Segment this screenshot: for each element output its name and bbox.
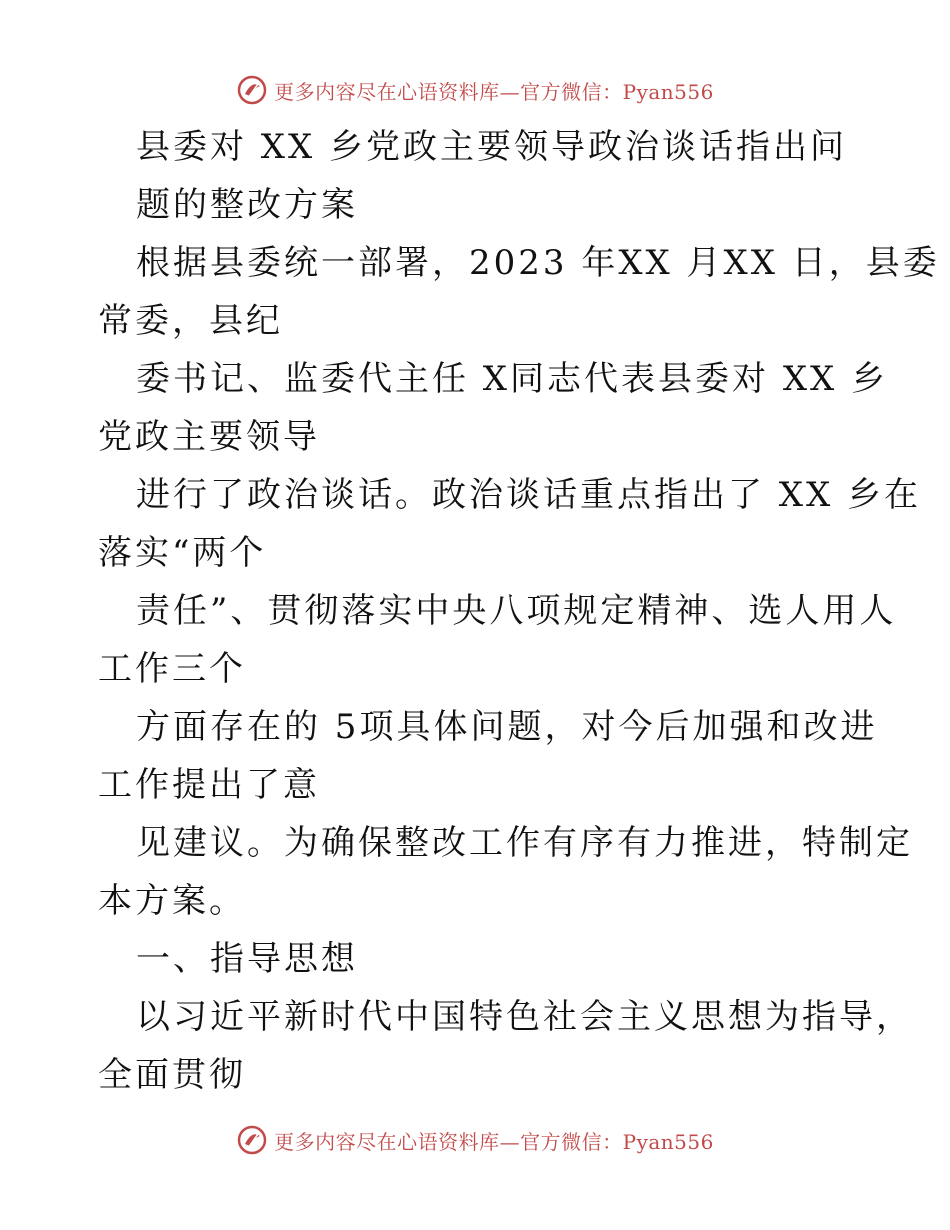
paragraph-line: 责任”、贯彻落实中央八项规定精神、选人用人 — [136, 591, 897, 631]
footer-banner — [0, 1120, 950, 1160]
brand-logo-icon — [236, 74, 268, 106]
paragraph-line: 方面存在的 5项具体问题，对今后加强和改进 — [136, 707, 878, 747]
brand-logo-icon — [236, 1124, 268, 1156]
paragraph-line: 根据县委统一部署，2023 年XX 月XX 日，县委 — [136, 243, 940, 283]
paragraph-line: 本方案。 — [98, 881, 246, 921]
document-body — [98, 118, 940, 1104]
paragraph-line: 工作三个 — [98, 649, 246, 689]
title-line-2: 题的整改方案 — [136, 185, 358, 225]
paragraph-line: 全面贯彻 — [98, 1055, 246, 1095]
banner-text: 更多内容尽在心语资料库—官方微信：Pyan556 — [274, 1129, 714, 1154]
paragraph-line: 以习近平新时代中国特色社会主义思想为指导， — [136, 997, 913, 1037]
paragraph-line: 见建议。为确保整改工作有序有力推进，特制定 — [136, 823, 913, 863]
paragraph-line: 党政主要领导 — [98, 417, 320, 457]
section-heading: 一、指导思想 — [136, 939, 358, 979]
paragraph-line: 工作提出了意 — [98, 765, 320, 805]
paragraph-line: 委书记、监委代主任 X同志代表县委对 XX 乡 — [136, 359, 889, 399]
paragraph-line: 常委，县纪 — [98, 301, 283, 341]
title-line-1: 县委对 XX 乡党政主要领导政治谈话指出问 — [136, 127, 848, 167]
header-banner — [0, 70, 950, 110]
banner-text: 更多内容尽在心语资料库—官方微信：Pyan556 — [274, 79, 714, 104]
paragraph-line: 进行了政治谈话。政治谈话重点指出了 XX 乡在 — [136, 475, 922, 515]
paragraph-line: 落实“两个 — [98, 533, 267, 573]
